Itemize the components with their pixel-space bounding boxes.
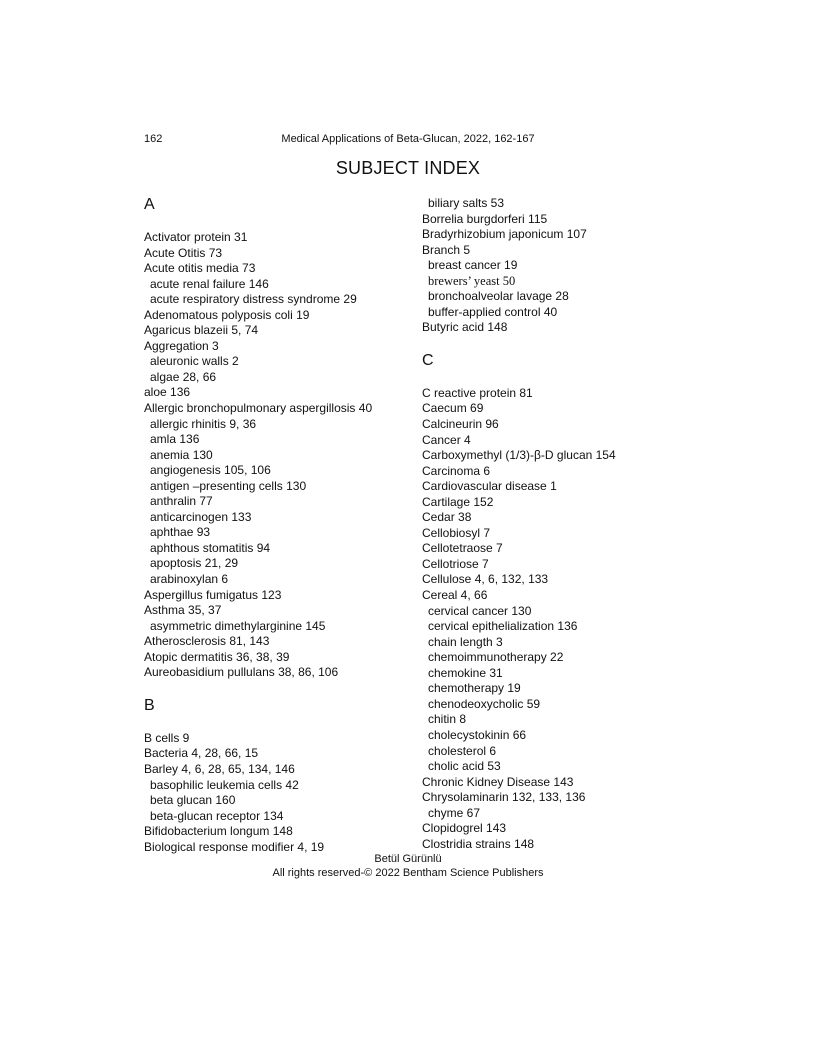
section-letter-a: A <box>144 196 155 213</box>
index-subentry: aphthous stomatitis 94 <box>150 540 271 555</box>
index-subentry: biliary salts 53 <box>428 196 505 210</box>
index-entry: Acute Otitis 73 <box>144 245 223 260</box>
index-entry: Asthma 35, 37 <box>144 603 222 618</box>
index-entry: Adenomatous polyposis coli 19 <box>144 307 310 322</box>
index-subentry: chain length 3 <box>428 634 503 649</box>
index-entry: aloe 136 <box>144 385 191 400</box>
index-entry: Allergic bronchopulmonary aspergillosis 40 <box>144 401 373 416</box>
index-subentry: anemia 130 <box>150 447 213 462</box>
index-entry: Cellotriose 7 <box>422 556 489 571</box>
index-entry: Calcineurin 96 <box>422 417 499 432</box>
index-entry: Cellulose 4, 6, 132, 133 <box>422 572 549 587</box>
index-entry: Cardiovascular disease 1 <box>422 479 557 494</box>
index-subentry: cervical cancer 130 <box>428 603 532 618</box>
index-entry: Cancer 4 <box>422 432 471 447</box>
index-subentry: cholesterol 6 <box>428 743 497 758</box>
index-entry: Branch 5 <box>422 242 471 257</box>
section-c-entries <box>422 386 692 852</box>
index-entry: Chronic Kidney Disease 143 <box>422 774 574 789</box>
index-entry: Acute otitis media 73 <box>144 261 256 276</box>
index-entry: Butyric acid 148 <box>422 320 508 335</box>
running-header <box>144 133 672 147</box>
index-subentry: chemoimmunotherapy 22 <box>428 650 564 665</box>
index-entry: Agaricus blazeii 5, 74 <box>144 323 259 338</box>
index-subentry: buffer-applied control 40 <box>428 304 558 319</box>
index-subentry: angiogenesis 105, 106 <box>150 463 271 478</box>
section-b-continued-entries <box>422 196 692 336</box>
index-subentry: chitin 8 <box>428 712 467 727</box>
footer-author: Betül Gürünlü <box>374 853 442 865</box>
index-entry: Cellotetraose 7 <box>422 541 503 556</box>
index-entry: Chrysolaminarin 132, 133, 136 <box>422 790 586 805</box>
index-subentry: cervical epithelialization 136 <box>428 619 578 634</box>
index-subentry: chenodeoxycholic 59 <box>428 696 541 711</box>
index-subentry: beta glucan 160 <box>150 793 236 808</box>
index-subentry: amla 136 <box>150 432 200 447</box>
index-subentry: basophilic leukemia cells 42 <box>150 777 299 792</box>
index-subentry: aleuronic walls 2 <box>150 354 239 369</box>
index-entry: Aspergillus fumigatus 123 <box>144 587 282 602</box>
index-entry: Cellobiosyl 7 <box>422 525 491 540</box>
right-index-column <box>422 196 692 852</box>
index-subentry: apoptosis 21, 29 <box>150 556 239 571</box>
index-subentry: anthralin 77 <box>150 494 213 509</box>
index-subentry: anticarcinogen 133 <box>150 509 252 524</box>
index-entry: Clopidogrel 143 <box>422 821 507 836</box>
index-entry: Activator protein 31 <box>144 230 248 244</box>
index-subentry: arabinoxylan 6 <box>150 572 229 587</box>
index-entry: Atherosclerosis 81, 143 <box>144 634 270 649</box>
index-subentry: acute respiratory distress syndrome 29 <box>150 292 357 307</box>
index-subentry: beta-glucan receptor 134 <box>150 808 284 823</box>
index-entry: Bifidobacterium longum 148 <box>144 824 293 839</box>
index-subentry: allergic rhinitis 9, 36 <box>150 416 257 431</box>
index-entry: Cartilage 152 <box>422 494 494 509</box>
index-entry: C reactive protein 81 <box>422 385 533 400</box>
index-entry: Clostridia strains 148 <box>422 836 535 851</box>
index-entry: Bradyrhizobium japonicum 107 <box>422 227 587 242</box>
index-entry: Borrelia burgdorferi 115 <box>422 211 548 226</box>
index-subentry: acute renal failure 146 <box>150 276 269 291</box>
index-subentry: breast cancer 19 <box>428 258 518 273</box>
index-entry: Biological response modifier 4, 19 <box>144 839 325 854</box>
index-entry: Aureobasidium pullulans 38, 86, 106 <box>144 665 339 680</box>
index-subentry: cholic acid 53 <box>428 759 501 774</box>
page-number: 162 <box>144 133 163 145</box>
index-subentry: asymmetric dimethylarginine 145 <box>150 618 326 633</box>
index-entry: Cereal 4, 66 <box>422 588 488 603</box>
section-letter-b: B <box>144 696 155 714</box>
section-a-entries <box>144 230 414 681</box>
index-entry: Cedar 38 <box>422 510 472 525</box>
index-entry: B cells 9 <box>144 730 190 745</box>
page-title: SUBJECT INDEX <box>335 158 481 178</box>
index-entry: Bacteria 4, 28, 66, 15 <box>144 746 259 761</box>
footer-copyright: All rights reserved-© 2022 Bentham Science Publishers <box>272 867 544 879</box>
section-letter-c: C <box>422 351 434 369</box>
section-b-entries <box>144 731 414 855</box>
index-subentry: chemokine 31 <box>428 665 503 680</box>
index-subentry: cholecystokinin 66 <box>428 727 527 742</box>
index-subentry: chemotherapy 19 <box>428 681 521 696</box>
index-entry: Aggregation 3 <box>144 338 219 353</box>
index-subentry: aphthae 93 <box>150 525 211 540</box>
left-index-column <box>144 195 414 855</box>
index-subentry: antigen –presenting cells 130 <box>150 478 307 493</box>
index-entry: Carboxymethyl (1/3)-β-D glucan 154 <box>422 448 616 463</box>
index-subentry: algae 28, 66 <box>150 369 217 384</box>
index-entry: Caecum 69 <box>422 401 484 416</box>
index-entry: Atopic dermatitis 36, 38, 39 <box>144 649 290 664</box>
index-subentry: chyme 67 <box>428 805 481 820</box>
index-entry: Carcinoma 6 <box>422 463 491 478</box>
index-subentry: brewers’ yeast 50 <box>428 273 516 288</box>
running-title: Medical Applications of Beta-Glucan, 2022, 162-167 <box>281 133 535 145</box>
index-entry: Barley 4, 6, 28, 65, 134, 146 <box>144 761 295 776</box>
index-subentry: bronchoalveolar lavage 28 <box>428 289 569 304</box>
